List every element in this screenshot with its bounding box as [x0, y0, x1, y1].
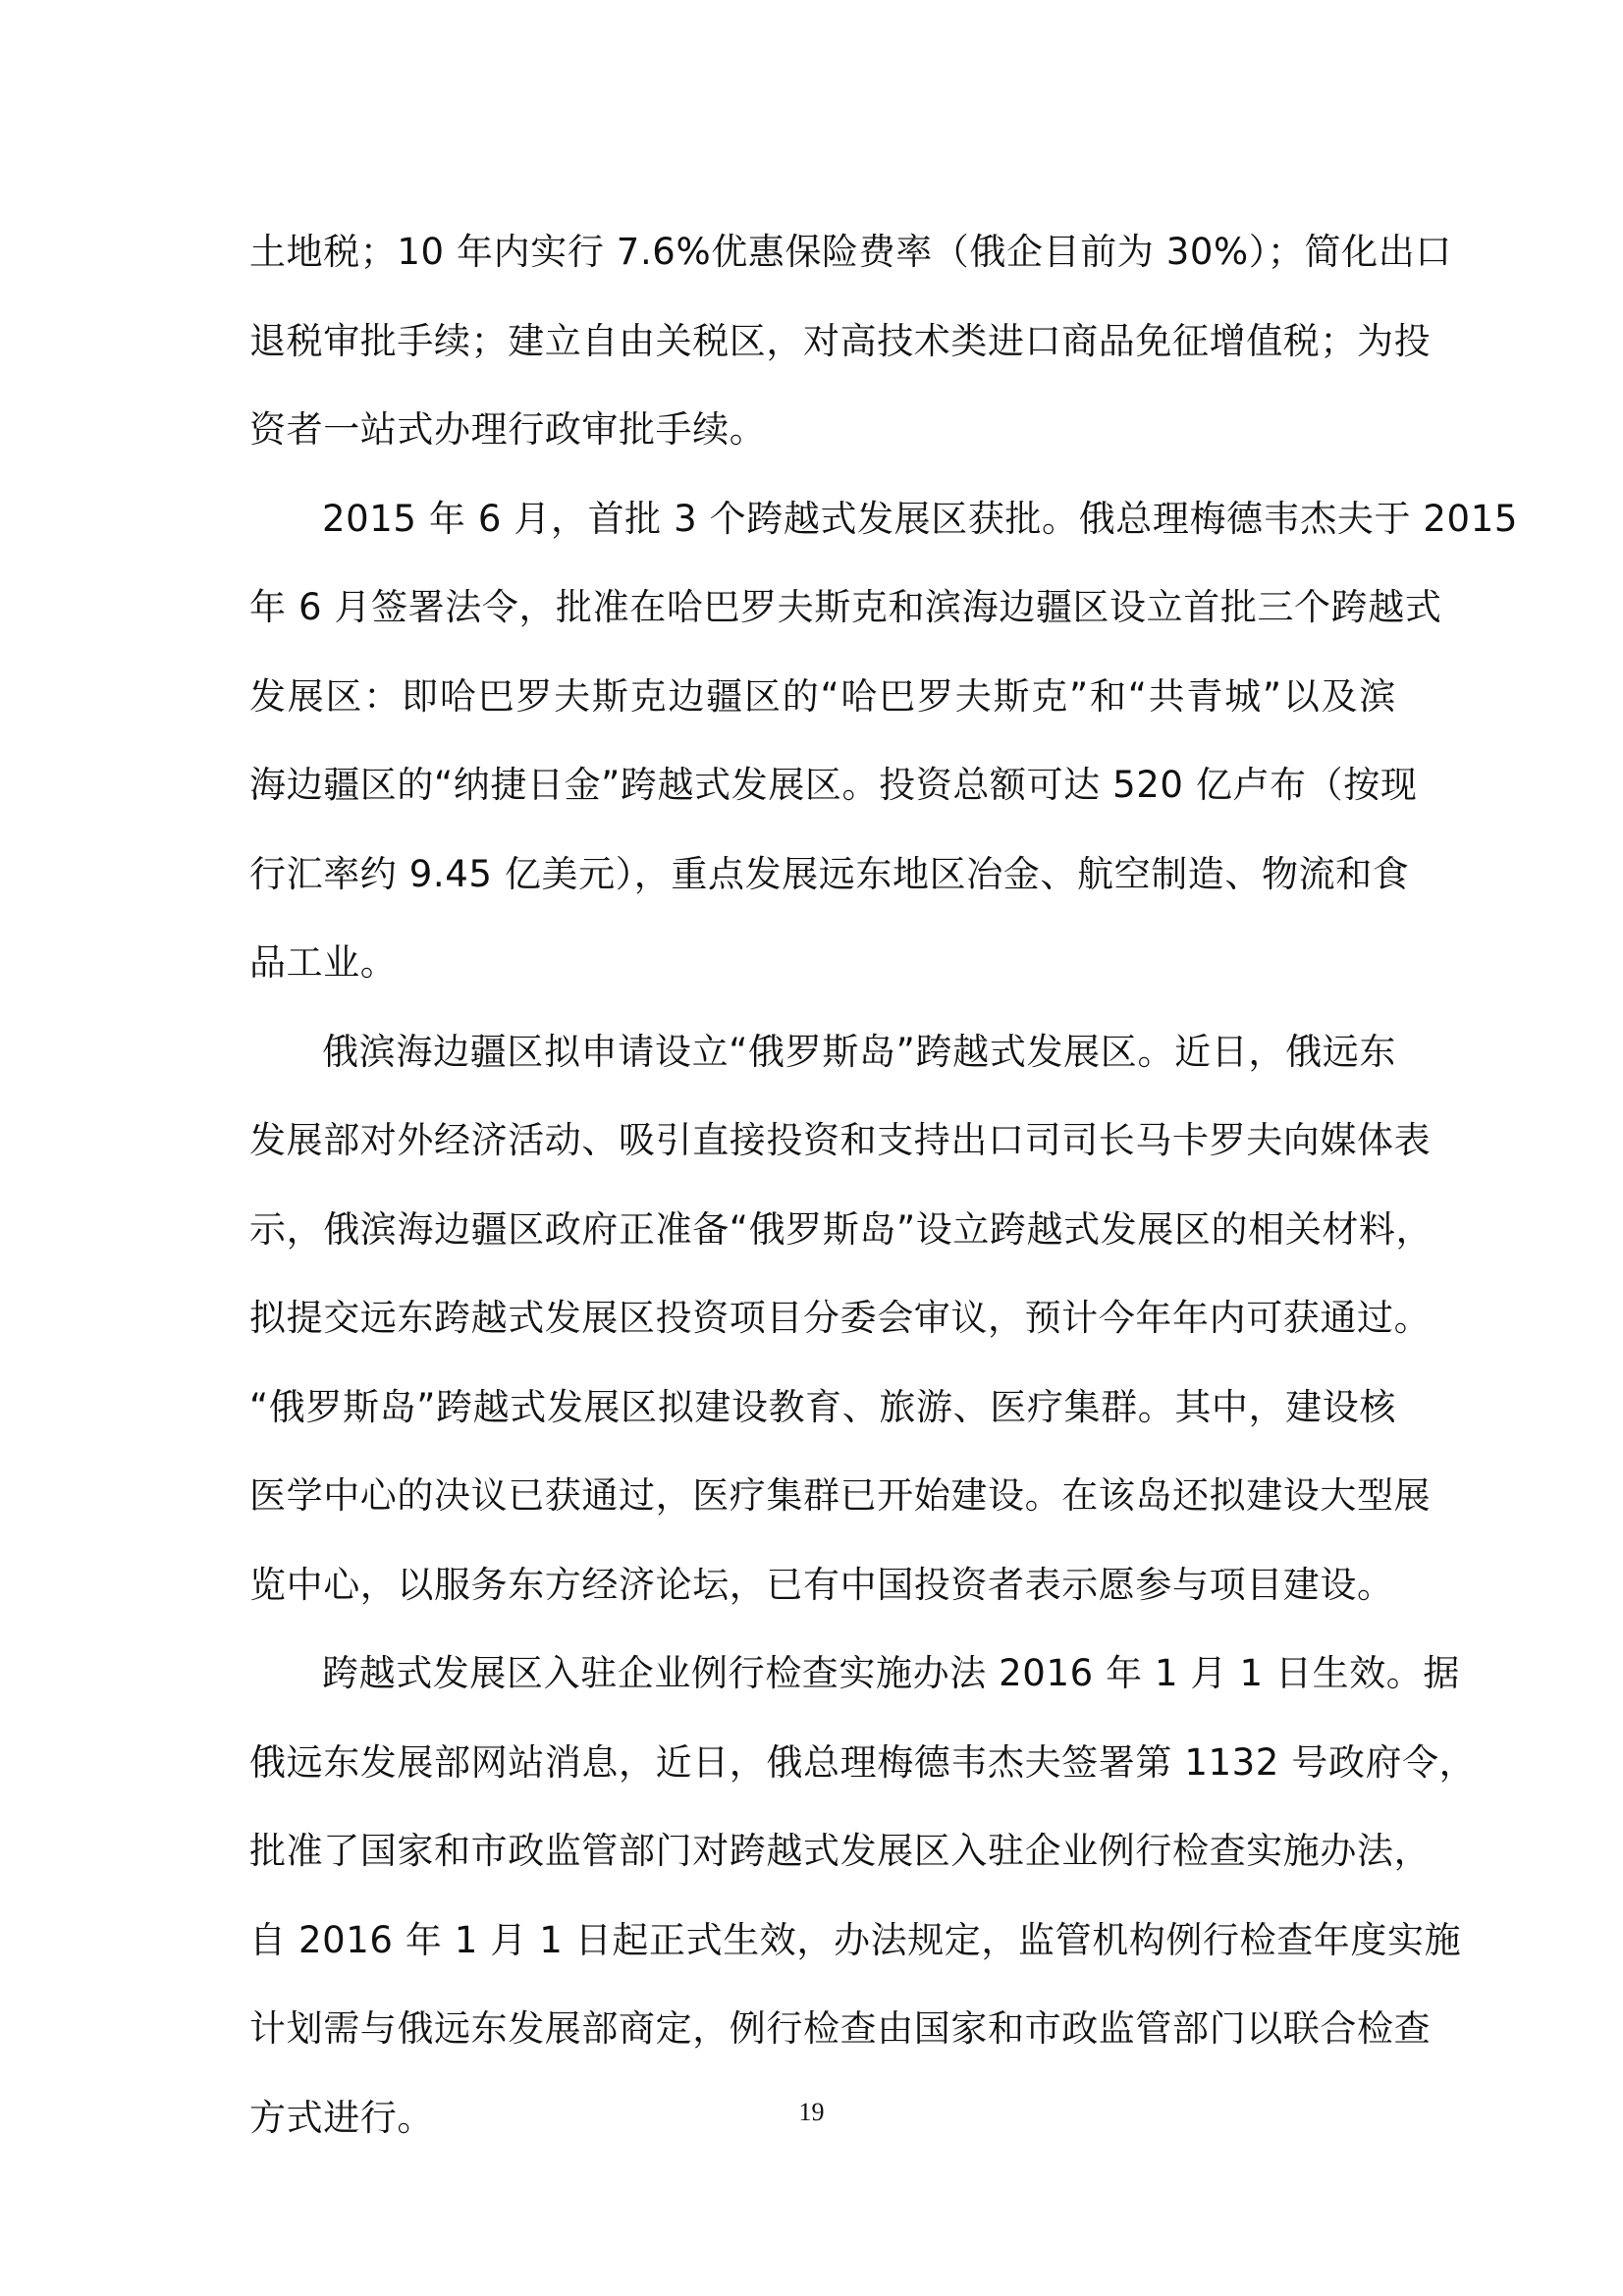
text-line: “俄罗斯岛”跨越式发展区拟建设教育、旅游、医疗集群。其中，建设核 [249, 1385, 1396, 1428]
page-number: 19 [798, 2098, 825, 2126]
text-line: 行汇率约 9.45 亿美元），重点发展远东地区冶金、航空制造、物流和食 [249, 852, 1410, 895]
text-line: 退税审批手续；建立自由关税区，对高技术类进口商品免征增值税；为投 [249, 319, 1432, 362]
text-line: 医学中心的决议已获通过，医疗集群已开始建设。在该岛还拟建设大型展 [249, 1474, 1432, 1517]
paragraph [249, 1008, 1434, 1630]
text-line: 览中心，以服务东方经济论坛，已有中国投资者表示愿参与项目建设。 [249, 1563, 1394, 1606]
text-line: 跨越式发展区入驻企业例行检查实施办法 2016 年 1 月 1 日生效。据 [322, 1652, 1461, 1694]
text-line: 年 6 月签署法令，批准在哈巴罗夫斯克和滨海边疆区设立首批三个跨越式 [249, 586, 1442, 628]
text-line: 拟提交远东跨越式发展区投资项目分委会审议，预计今年年内可获通过。 [249, 1297, 1432, 1339]
text-line: 方式进行。 [249, 2096, 434, 2139]
text-line: 俄远东发展部网站消息，近日，俄总理梅德韦杰夫签署第 1132 号政府令， [249, 1740, 1477, 1784]
text-line: 俄滨海边疆区拟申请设立“俄罗斯岛”跨越式发展区。近日，俄远东 [322, 1030, 1396, 1073]
text-line: 2015 年 6 月，首批 3 个跨越式发展区获批。俄总理梅德韦杰夫于 2015 [322, 497, 1518, 540]
text-line: 计划需与俄远东发展部商定，例行检查由国家和市政监管部门以联合检查 [249, 2007, 1432, 2050]
paragraph [249, 1629, 1477, 2163]
text-line: 自 2016 年 1 月 1 日起正式生效，办法规定，监管机构例行检查年度实施 [249, 1918, 1462, 1961]
text-line: 发展区：即哈巴罗夫斯克边疆区的“哈巴罗夫斯克”和“共青城”以及滨 [249, 674, 1396, 718]
text-line: 批准了国家和市政监管部门对跨越式发展区入驻企业例行检查实施办法， [249, 1830, 1432, 1872]
paragraph [249, 208, 1452, 475]
text-line: 海边疆区的“纳捷日金”跨越式发展区。投资总额可达 520 亿卢布（按现 [249, 764, 1418, 806]
text-line: 示，俄滨海边疆区政府正准备“俄罗斯岛”设立跨越式发展区的相关材料， [249, 1207, 1434, 1251]
text-line: 土地税；10 年内实行 7.6%优惠保险费率（俄企目前为 30%）；简化出口 [249, 231, 1452, 273]
body-text [249, 208, 1518, 2163]
text-line: 资者一站式办理行政审批手续。 [249, 408, 767, 451]
text-line: 发展部对外经济活动、吸引直接投资和支持出口司司长马卡罗夫向媒体表 [249, 1119, 1432, 1161]
paragraph [249, 475, 1518, 1008]
text-line: 品工业。 [249, 941, 398, 984]
